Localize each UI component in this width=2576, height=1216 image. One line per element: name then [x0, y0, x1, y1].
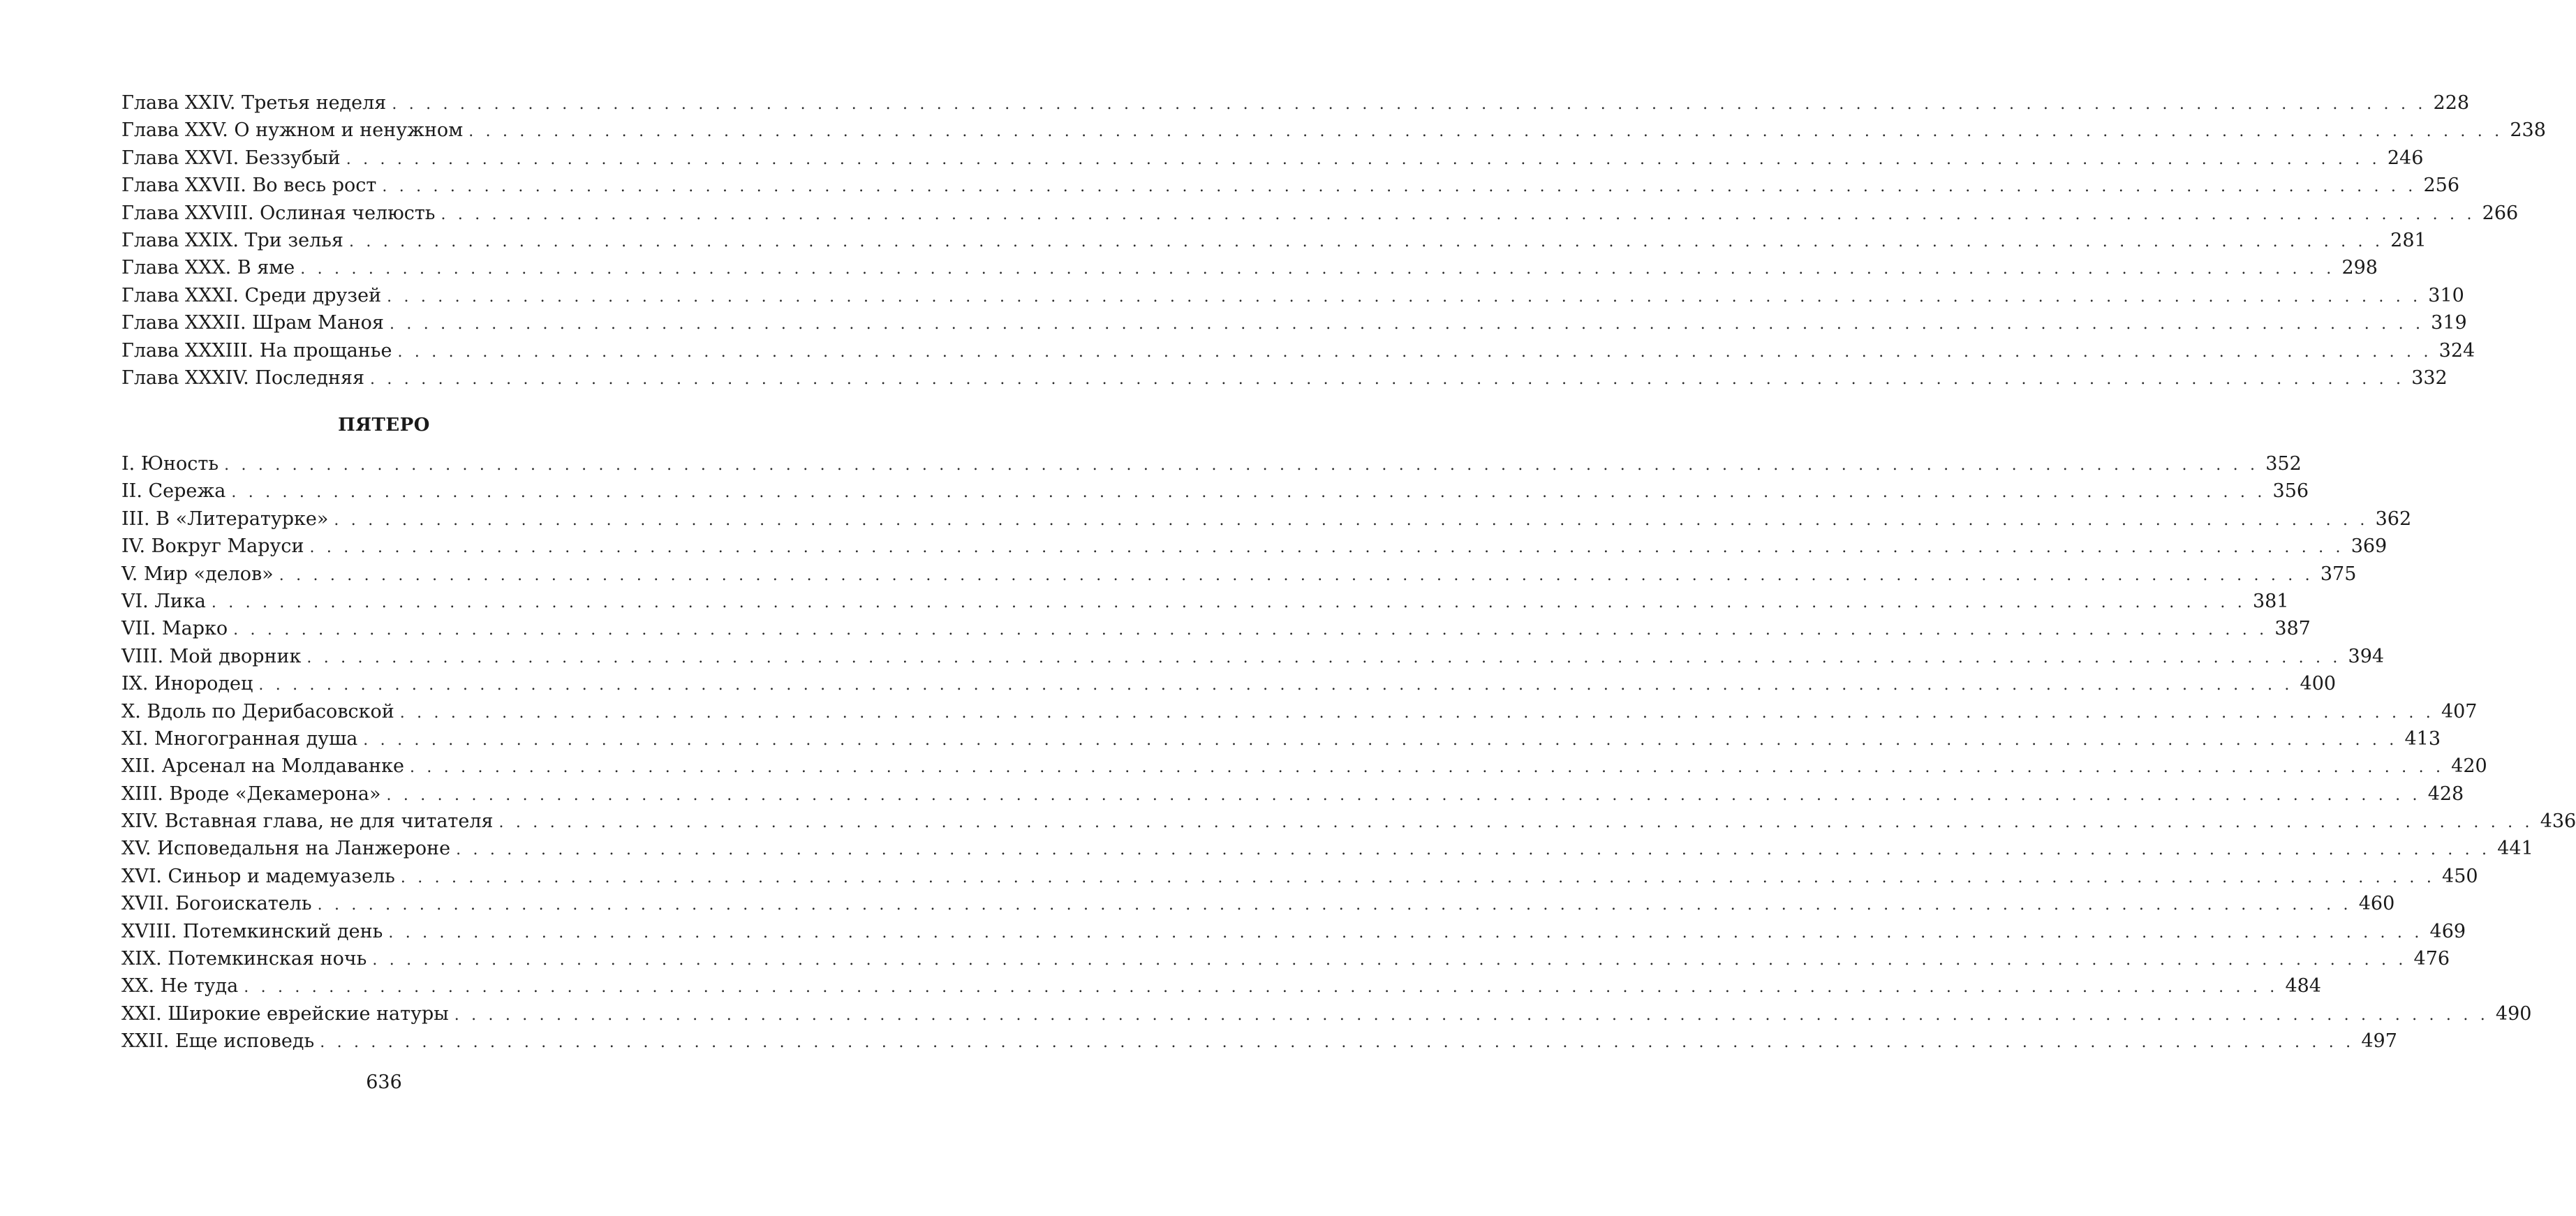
toc-entry-page: 319	[2431, 312, 2467, 334]
toc-dot-leader: . . . . . . . . . . . . . . . . . . . . . . . . . . . . . . . . . . . . . . . . . . . . . . . . . . . . . . . . . . . . . . . . . . . . . . . . . . . . . . . . . . . . . . . . . . . . . . . . . . . . . . . . . . . . . . . . . . . . . . . .	[389, 316, 2425, 334]
toc-dot-leader: . . . . . . . . . . . . . . . . . . . . . . . . . . . . . . . . . . . . . . . . . . . . . . . . . . . . . . . . . . . . . . . . . . . . . . . . . . . . . . . . . . . . . . . . . . . . . . . . . . . . . . . . . . . . . . . . . . . . . . . .	[309, 539, 2344, 557]
toc-entry-page: 238	[2510, 119, 2546, 142]
toc-entry	[121, 533, 2388, 560]
toc-dot-leader: . . . . . . . . . . . . . . . . . . . . . . . . . . . . . . . . . . . . . . . . . . . . . . . . . . . . . . . . . . . . . . . . . . . . . . . . . . . . . . . . . . . . . . . . . . . . . . . . . . . . . . . . . . . . . . . . . . . . . . . .	[231, 484, 2266, 502]
toc-dot-leader: . . . . . . . . . . . . . . . . . . . . . . . . . . . . . . . . . . . . . . . . . . . . . . . . . . . . . . . . . . . . . . . . . . . . . . . . . . . . . . . . . . . . . . . . . . . . . . . . . . . . . . . . . . . . . . . . . . . . . . . .	[233, 621, 2268, 639]
toc-entry-page: 228	[2433, 92, 2470, 114]
toc-dot-leader: . . . . . . . . . . . . . . . . . . . . . . . . . . . . . . . . . . . . . . . . . . . . . . . . . . . . . . . . . . . . . . . . . . . . . . . . . . . . . . . . . . . . . . . . . . . . . . . . . . . . . . . . . . . . . . . . . . . . . . . .	[409, 759, 2445, 777]
toc-entry	[121, 670, 2337, 697]
toc-dot-leader: . . . . . . . . . . . . . . . . . . . . . . . . . . . . . . . . . . . . . . . . . . . . . . . . . . . . . . . . . . . . . . . . . . . . . . . . . . . . . . . . . . . . . . . . . . . . . . . . . . . . . . . . . . . . . . . . . . . . . . . .	[211, 593, 2246, 611]
toc-entry-title: Глава XXX. В яме	[121, 257, 295, 279]
toc-entry-title: III. В «Литературке»	[121, 507, 329, 530]
toc-entry	[121, 615, 2311, 642]
toc-entry-page: 332	[2411, 366, 2448, 389]
toc-entry-title: XV. Исповедальня на Ланжероне	[121, 838, 451, 860]
toc-entry-title: Глава XXXIII. На прощанье	[121, 339, 392, 362]
toc-entry-title: XVI. Синьор и мадемуазель	[121, 865, 395, 887]
toc-entry-title: XVII. Богоискатель	[121, 893, 312, 915]
toc-dot-leader: . . . . . . . . . . . . . . . . . . . . . . . . . . . . . . . . . . . . . . . . . . . . . . . . . . . . . . . . . . . . . . . . . . . . . . . . . . . . . . . . . . . . . . . . . . . . . . . . . . . . . . . . . . . . . . . . . . . . . . . .	[388, 924, 2423, 942]
toc-dot-leader: . . . . . . . . . . . . . . . . . . . . . . . . . . . . . . . . . . . . . . . . . . . . . . . . . . . . . . . . . . . . . . . . . . . . . . . . . . . . . . . . . . . . . . . . . . . . . . . . . . . . . . . . . . . . . . . . . . . . . . . .	[372, 951, 2407, 970]
toc-entry-title: Глава XXXII. Шрам Маноя	[121, 312, 384, 334]
toc-entry	[121, 698, 2478, 725]
toc-entry	[121, 863, 2478, 890]
toc-dot-leader: . . . . . . . . . . . . . . . . . . . . . . . . . . . . . . . . . . . . . . . . . . . . . . . . . . . . . . . . . . . . . . . . . . . . . . . . . . . . . . . . . . . . . . . . . . . . . . . . . . . . . . . . . . . . . . . . . . . . . . . .	[399, 704, 2434, 722]
toc-entry	[121, 561, 2357, 588]
toc-entry	[121, 89, 2470, 117]
toc-entry-page: 298	[2341, 257, 2378, 279]
toc-entry-page: 394	[2348, 645, 2385, 667]
toc-dot-leader: . . . . . . . . . . . . . . . . . . . . . . . . . . . . . . . . . . . . . . . . . . . . . . . . . . . . . . . . . . . . . . . . . . . . . . . . . . . . . . . . . . . . . . . . . . . . . . . . . . . . . . . . . . . . . . . . . . . . . . . .	[454, 1006, 2489, 1024]
toc-entry-page: 420	[2451, 755, 2487, 778]
toc-entry-page: 490	[2495, 1002, 2532, 1025]
toc-entry	[121, 227, 2427, 254]
toc-entry-page: 469	[2429, 920, 2466, 942]
toc-dot-leader: . . . . . . . . . . . . . . . . . . . . . . . . . . . . . . . . . . . . . . . . . . . . . . . . . . . . . . . . . . . . . . . . . . . . . . . . . . . . . . . . . . . . . . . . . . . . . . . . . . . . . . . . . . . . . . . . . . . . . . . .	[397, 343, 2432, 361]
toc-entry-title: II. Сережа	[121, 480, 226, 503]
toc-entry-page: 256	[2423, 175, 2460, 197]
toc-dot-leader: . . . . . . . . . . . . . . . . . . . . . . . . . . . . . . . . . . . . . . . . . . . . . . . . . . . . . . . . . . . . . . . . . . . . . . . . . . . . . . . . . . . . . . . . . . . . . . . . . . . . . . . . . . . . . . . . . . . . . . . .	[348, 232, 2384, 251]
toc-section-part1	[121, 89, 2546, 392]
toc-entry-title: I. Юность	[121, 453, 219, 475]
toc-entry	[121, 254, 2378, 281]
toc-dot-leader: . . . . . . . . . . . . . . . . . . . . . . . . . . . . . . . . . . . . . . . . . . . . . . . . . . . . . . . . . . . . . . . . . . . . . . . . . . . . . . . . . . . . . . . . . . . . . . . . . . . . . . . . . . . . . . . . . . . . . . . .	[279, 566, 2314, 584]
toc-entry	[121, 1028, 2397, 1055]
toc-entry-title: XXII. Еще исповедь	[121, 1030, 315, 1053]
toc-entry-page: 400	[2300, 673, 2337, 695]
toc-entry	[121, 117, 2546, 144]
toc-entry	[121, 725, 2441, 752]
toc-entry-title: VIII. Мой дворник	[121, 645, 302, 667]
toc-entry-title: VI. Лика	[121, 590, 206, 612]
toc-entry	[121, 918, 2466, 945]
toc-entry-title: Глава XXVI. Беззубый	[121, 147, 341, 169]
toc-dot-leader: . . . . . . . . . . . . . . . . . . . . . . . . . . . . . . . . . . . . . . . . . . . . . . . . . . . . . . . . . . . . . . . . . . . . . . . . . . . . . . . . . . . . . . . . . . . . . . . . . . . . . . . . . . . . . . . . . . . . . . . .	[300, 260, 2335, 279]
toc-dot-leader: . . . . . . . . . . . . . . . . . . . . . . . . . . . . . . . . . . . . . . . . . . . . . . . . . . . . . . . . . . . . . . . . . . . . . . . . . . . . . . . . . . . . . . . . . . . . . . . . . . . . . . . . . . . . . . . . . . . . . . . .	[387, 288, 2422, 306]
toc-entry	[121, 477, 2309, 505]
toc-dot-leader: . . . . . . . . . . . . . . . . . . . . . . . . . . . . . . . . . . . . . . . . . . . . . . . . . . . . . . . . . . . . . . . . . . . . . . . . . . . . . . . . . . . . . . . . . . . . . . . . . . . . . . . . . . . . . . . . . . . . . . . .	[363, 731, 2398, 749]
toc-entry	[121, 172, 2460, 199]
toc-dot-leader: . . . . . . . . . . . . . . . . . . . . . . . . . . . . . . . . . . . . . . . . . . . . . . . . . . . . . . . . . . . . . . . . . . . . . . . . . . . . . . . . . . . . . . . . . . . . . . . . . . . . . . . . . . . . . . . . . . . . . . . .	[386, 786, 2421, 804]
toc-dot-leader: . . . . . . . . . . . . . . . . . . . . . . . . . . . . . . . . . . . . . . . . . . . . . . . . . . . . . . . . . . . . . . . . . . . . . . . . . . . . . . . . . . . . . . . . . . . . . . . . . . . . . . . . . . . . . . . . . . . . . . . .	[498, 814, 2533, 832]
toc-entry-page: 246	[2387, 147, 2424, 169]
toc-entry	[121, 282, 2464, 309]
toc-dot-leader: . . . . . . . . . . . . . . . . . . . . . . . . . . . . . . . . . . . . . . . . . . . . . . . . . . . . . . . . . . . . . . . . . . . . . . . . . . . . . . . . . . . . . . . . . . . . . . . . . . . . . . . . . . . . . . . . . . . . . . . .	[320, 1034, 2355, 1052]
toc-entry-page: 436	[2540, 810, 2576, 833]
toc-entry-title: XIX. Потемкинская ночь	[121, 948, 367, 970]
toc-dot-leader: . . . . . . . . . . . . . . . . . . . . . . . . . . . . . . . . . . . . . . . . . . . . . . . . . . . . . . . . . . . . . . . . . . . . . . . . . . . . . . . . . . . . . . . . . . . . . . . . . . . . . . . . . . . . . . . . . . . . . . . .	[346, 150, 2381, 168]
toc-entry-page: 356	[2272, 480, 2309, 503]
toc-dot-leader: . . . . . . . . . . . . . . . . . . . . . . . . . . . . . . . . . . . . . . . . . . . . . . . . . . . . . . . . . . . . . . . . . . . . . . . . . . . . . . . . . . . . . . . . . . . . . . . . . . . . . . . . . . . . . . . . . . . . . . . .	[258, 676, 2293, 695]
toc-entry	[121, 752, 2487, 780]
toc-entry	[121, 1000, 2532, 1028]
toc-entry	[121, 835, 2533, 862]
toc-entry-title: Глава XXV. О нужном и ненужном	[121, 119, 464, 142]
toc-entry	[121, 780, 2464, 808]
toc-entry-page: 497	[2361, 1030, 2397, 1053]
toc-entry-title: IX. Инородец	[121, 673, 253, 695]
toc-entry	[121, 945, 2450, 972]
toc-entry-page: 484	[2285, 975, 2321, 998]
toc-entry	[121, 364, 2448, 392]
toc-dot-leader: . . . . . . . . . . . . . . . . . . . . . . . . . . . . . . . . . . . . . . . . . . . . . . . . . . . . . . . . . . . . . . . . . . . . . . . . . . . . . . . . . . . . . . . . . . . . . . . . . . . . . . . . . . . . . . . . . . . . . . . .	[306, 648, 2341, 667]
toc-entry-title: XI. Многогранная душа	[121, 727, 358, 750]
toc-entry-page: 375	[2320, 563, 2357, 585]
toc-entry-title: X. Вдоль по Дерибасовской	[121, 700, 394, 722]
toc-dot-leader: . . . . . . . . . . . . . . . . . . . . . . . . . . . . . . . . . . . . . . . . . . . . . . . . . . . . . . . . . . . . . . . . . . . . . . . . . . . . . . . . . . . . . . . . . . . . . . . . . . . . . . . . . . . . . . . . . . . . . . . .	[392, 96, 2427, 113]
toc-dot-leader: . . . . . . . . . . . . . . . . . . . . . . . . . . . . . . . . . . . . . . . . . . . . . . . . . . . . . . . . . . . . . . . . . . . . . . . . . . . . . . . . . . . . . . . . . . . . . . . . . . . . . . . . . . . . . . . . . . . . . . . .	[224, 457, 2259, 474]
toc-entry-page: 441	[2497, 838, 2533, 860]
toc-dot-leader: . . . . . . . . . . . . . . . . . . . . . . . . . . . . . . . . . . . . . . . . . . . . . . . . . . . . . . . . . . . . . . . . . . . . . . . . . . . . . . . . . . . . . . . . . . . . . . . . . . . . . . . . . . . . . . . . . . . . . . . .	[382, 178, 2417, 196]
toc-entry-title: Глава XXIX. Три зелья	[121, 229, 343, 251]
toc-entry-title: VII. Марко	[121, 618, 228, 640]
toc-entry	[121, 588, 2289, 615]
toc-entry-title: Глава XXIV. Третья неделя	[121, 92, 387, 114]
toc-entry-page: 428	[2427, 783, 2464, 805]
toc-dot-leader: . . . . . . . . . . . . . . . . . . . . . . . . . . . . . . . . . . . . . . . . . . . . . . . . . . . . . . . . . . . . . . . . . . . . . . . . . . . . . . . . . . . . . . . . . . . . . . . . . . . . . . . . . . . . . . . . . . . . . . . .	[370, 370, 2405, 388]
toc-entry-page: 266	[2482, 202, 2519, 224]
toc-section-part2	[121, 450, 2576, 1055]
toc-entry	[121, 450, 2302, 477]
section-heading: ПЯТЕРО	[338, 415, 430, 436]
toc-entry-page: 476	[2413, 948, 2450, 970]
toc-dot-leader: . . . . . . . . . . . . . . . . . . . . . . . . . . . . . . . . . . . . . . . . . . . . . . . . . . . . . . . . . . . . . . . . . . . . . . . . . . . . . . . . . . . . . . . . . . . . . . . . . . . . . . . . . . . . . . . . . . . . . . . .	[334, 511, 2369, 529]
toc-dot-leader: . . . . . . . . . . . . . . . . . . . . . . . . . . . . . . . . . . . . . . . . . . . . . . . . . . . . . . . . . . . . . . . . . . . . . . . . . . . . . . . . . . . . . . . . . . . . . . . . . . . . . . . . . . . . . . . . . . . . . . . .	[468, 123, 2503, 141]
toc-entry-page: 387	[2274, 618, 2311, 640]
toc-entry-page: 281	[2390, 229, 2427, 251]
toc-entry-page: 324	[2438, 339, 2475, 362]
toc-entry-title: Глава XXXI. Среди друзей	[121, 284, 382, 306]
toc-entry-title: XVIII. Потемкинский день	[121, 920, 383, 942]
toc-entry	[121, 337, 2475, 364]
toc-entry-page: 413	[2404, 727, 2441, 750]
toc-entry-title: XIV. Вставная глава, не для читателя	[121, 810, 494, 833]
toc-entry	[121, 309, 2467, 336]
toc-entry	[121, 505, 2412, 533]
toc-entry	[121, 643, 2385, 670]
toc-entry-page: 352	[2265, 453, 2302, 475]
toc-entry-title: V. Мир «делов»	[121, 563, 274, 585]
toc-entry-title: XIII. Вроде «Декамерона»	[121, 783, 381, 805]
toc-entry	[121, 808, 2576, 835]
toc-entry-title: Глава XXVIII. Ослиная челюсть	[121, 202, 436, 224]
toc-entry	[121, 972, 2321, 1000]
toc-dot-leader: . . . . . . . . . . . . . . . . . . . . . . . . . . . . . . . . . . . . . . . . . . . . . . . . . . . . . . . . . . . . . . . . . . . . . . . . . . . . . . . . . . . . . . . . . . . . . . . . . . . . . . . . . . . . . . . . . . . . . . . .	[456, 841, 2491, 859]
toc-entry-page: 310	[2428, 284, 2464, 306]
toc-entry-page: 450	[2442, 865, 2478, 887]
toc-entry-page: 460	[2358, 893, 2395, 915]
toc-entry-page: 369	[2351, 535, 2388, 558]
toc-entry	[121, 144, 2424, 172]
toc-entry-page: 362	[2375, 507, 2412, 530]
toc-dot-leader: . . . . . . . . . . . . . . . . . . . . . . . . . . . . . . . . . . . . . . . . . . . . . . . . . . . . . . . . . . . . . . . . . . . . . . . . . . . . . . . . . . . . . . . . . . . . . . . . . . . . . . . . . . . . . . . . . . . . . . . .	[317, 896, 2352, 914]
toc-entry-title: XX. Не туда	[121, 975, 239, 998]
toc-entry-title: Глава XXVII. Во весь рост	[121, 175, 377, 197]
toc-dot-leader: . . . . . . . . . . . . . . . . . . . . . . . . . . . . . . . . . . . . . . . . . . . . . . . . . . . . . . . . . . . . . . . . . . . . . . . . . . . . . . . . . . . . . . . . . . . . . . . . . . . . . . . . . . . . . . . . . . . . . . . .	[244, 979, 2279, 997]
toc-dot-leader: . . . . . . . . . . . . . . . . . . . . . . . . . . . . . . . . . . . . . . . . . . . . . . . . . . . . . . . . . . . . . . . . . . . . . . . . . . . . . . . . . . . . . . . . . . . . . . . . . . . . . . . . . . . . . . . . . . . . . . . .	[400, 868, 2436, 887]
toc-entry-title: XXI. Широкие еврейские натуры	[121, 1002, 449, 1025]
toc-entry-title: IV. Вокруг Маруси	[121, 535, 304, 558]
toc-dot-leader: . . . . . . . . . . . . . . . . . . . . . . . . . . . . . . . . . . . . . . . . . . . . . . . . . . . . . . . . . . . . . . . . . . . . . . . . . . . . . . . . . . . . . . . . . . . . . . . . . . . . . . . . . . . . . . . . . . . . . . . .	[441, 205, 2475, 223]
toc-entry	[121, 890, 2395, 917]
toc-entry-page: 381	[2253, 590, 2289, 612]
toc-entry-page: 407	[2441, 700, 2478, 722]
page-number: 636	[366, 1072, 402, 1093]
toc-entry	[121, 200, 2519, 227]
toc-entry-title: XII. Арсенал на Молдаванке	[121, 755, 404, 778]
toc-entry-title: Глава XXXIV. Последняя	[121, 366, 365, 389]
